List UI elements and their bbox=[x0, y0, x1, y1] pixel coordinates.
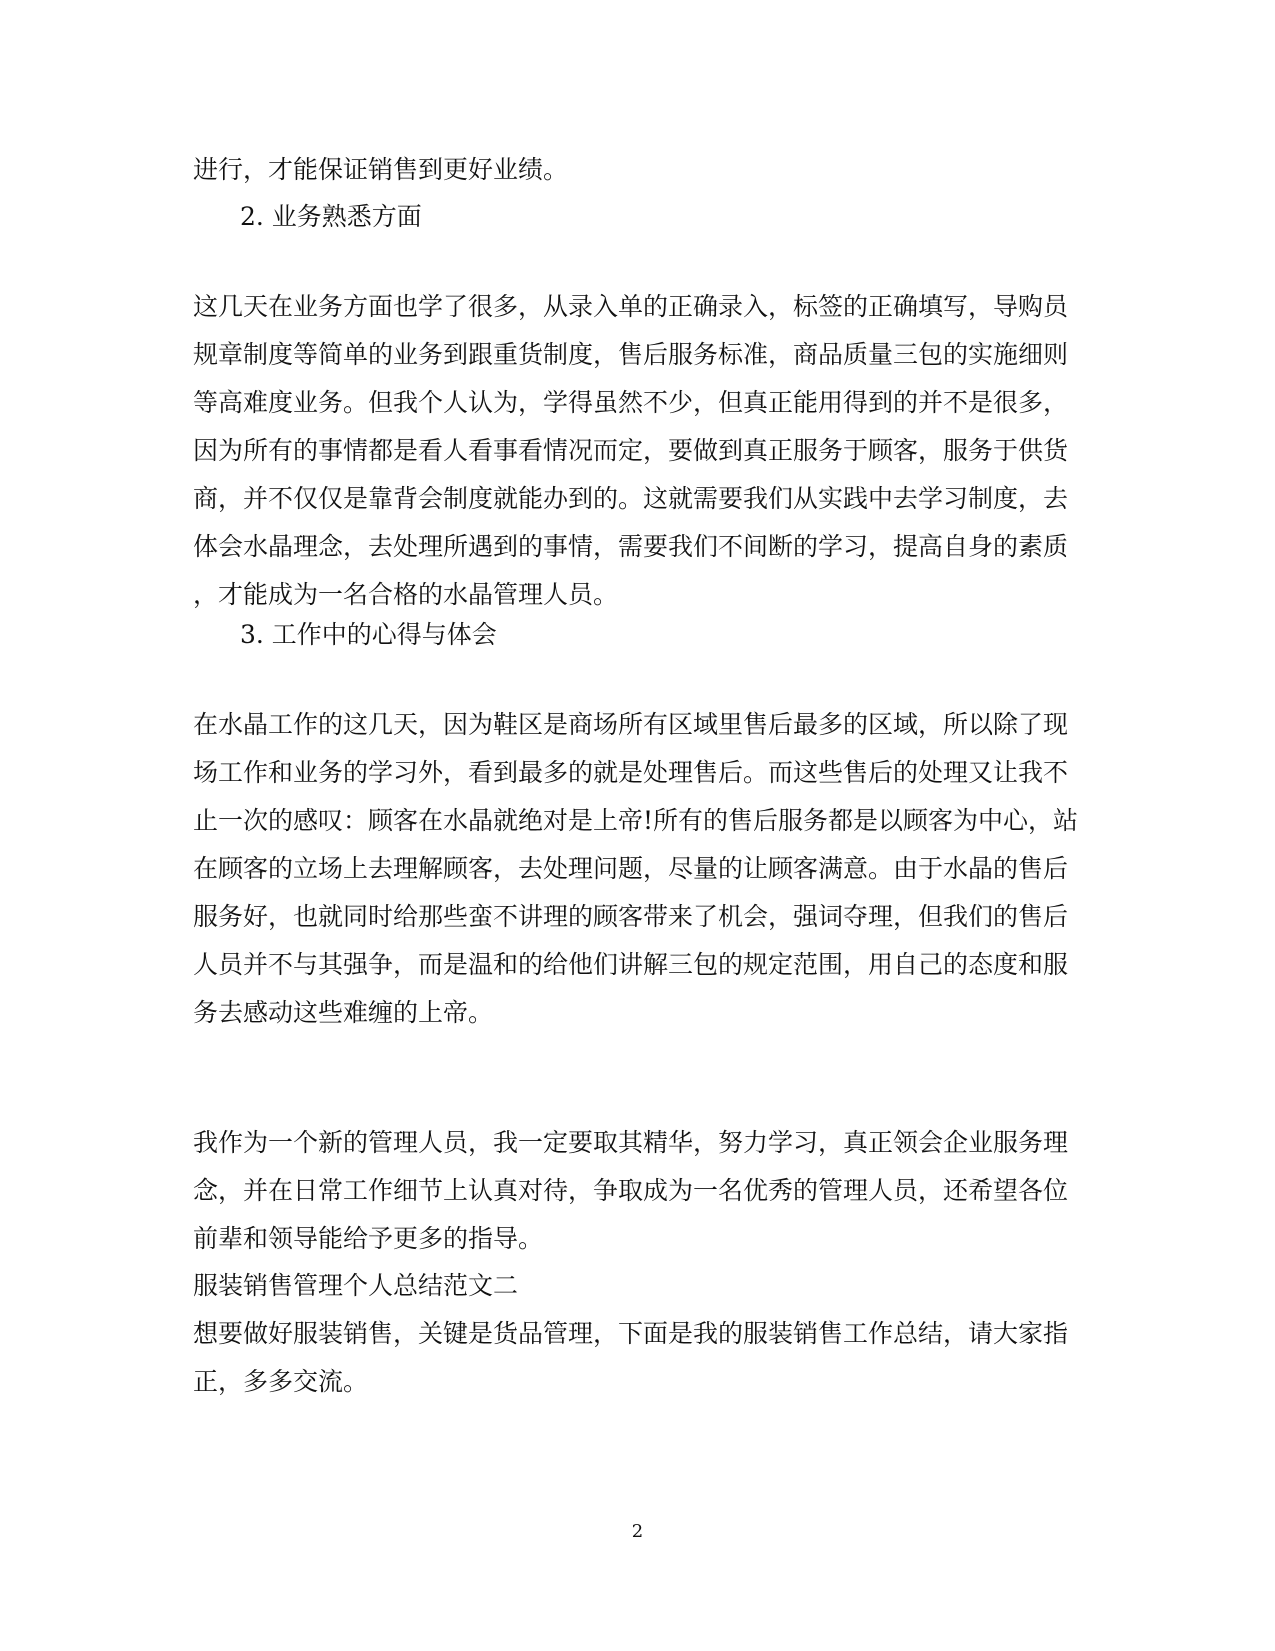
text-line: 体会水晶理念，去处理所遇到的事情，需要我们不间断的学习，提高自身的素质 bbox=[193, 532, 1069, 561]
section-title bbox=[193, 1262, 1083, 1310]
paragraph-experience bbox=[193, 701, 1083, 1037]
text-line: 商，并不仅仅是靠背会制度就能办到的。这就需要我们从实践中去学习制度，去 bbox=[193, 484, 1069, 513]
text-line: 在顾客的立场上去理解顾客，去处理问题，尽量的让顾客满意。由于水晶的售后 bbox=[193, 854, 1069, 883]
text-line: 人员并不与其强争，而是温和的给他们讲解三包的规定范围，用自己的态度和服 bbox=[193, 950, 1069, 979]
text-line: 念，并在日常工作细节上认真对待，争取成为一名优秀的管理人员，还希望各位 bbox=[193, 1176, 1069, 1205]
text-line: 止一次的感叹：顾客在水晶就绝对是上帝!所有的售后服务都是以顾客为中心，站 bbox=[193, 806, 1079, 835]
text-line: 等高难度业务。但我个人认为，学得虽然不少，但真正能用得到的并不是很多， bbox=[193, 388, 1069, 417]
text-line: 前辈和领导能给予更多的指导。 bbox=[193, 1224, 544, 1253]
text-line: 正，多多交流。 bbox=[193, 1367, 369, 1396]
text-line: 场工作和业务的学习外，看到最多的就是处理售后。而这些售后的处理又让我不 bbox=[193, 758, 1069, 787]
text-line: 规章制度等简单的业务到跟重货制度，售后服务标准，商品质量三包的实施细则 bbox=[193, 340, 1069, 369]
heading-work-experience: 3. 工作中的心得与体会 bbox=[240, 620, 497, 649]
page-number: 2 bbox=[631, 1521, 644, 1542]
text-line: 这几天在业务方面也学了很多，从录入单的正确录入，标签的正确填写，导购员 bbox=[193, 292, 1069, 321]
text-line: 服务好，也就同时给那些蛮不讲理的顾客带来了机会，强词夺理，但我们的售后 bbox=[193, 902, 1069, 931]
text-line: 在水晶工作的这几天，因为鞋区是商场所有区域里售后最多的区域，所以除了现 bbox=[193, 710, 1069, 739]
text-line: 想要做好服装销售，关键是货品管理，下面是我的服装销售工作总结，请大家指 bbox=[193, 1319, 1069, 1348]
paragraph-conclusion bbox=[193, 1119, 1083, 1263]
text-line: 务去感动这些难缠的上帝。 bbox=[193, 998, 494, 1027]
heading-business-familiarity: 2. 业务熟悉方面 bbox=[240, 202, 422, 231]
intro-paragraph bbox=[193, 146, 1083, 194]
text-line: ，才能成为一名合格的水晶管理人员。 bbox=[193, 580, 619, 609]
paragraph-section-intro bbox=[193, 1310, 1083, 1406]
text-line: 进行，才能保证销售到更好业绩。 bbox=[193, 155, 569, 184]
text-line: 因为所有的事情都是看人看事看情况而定，要做到真正服务于顾客，服务于供货 bbox=[193, 436, 1069, 465]
paragraph-business bbox=[193, 283, 1083, 619]
text-line: 服装销售管理个人总结范文二 bbox=[193, 1271, 519, 1300]
text-line: 我作为一个新的管理人员，我一定要取其精华，努力学习，真正领会企业服务理 bbox=[193, 1128, 1069, 1157]
